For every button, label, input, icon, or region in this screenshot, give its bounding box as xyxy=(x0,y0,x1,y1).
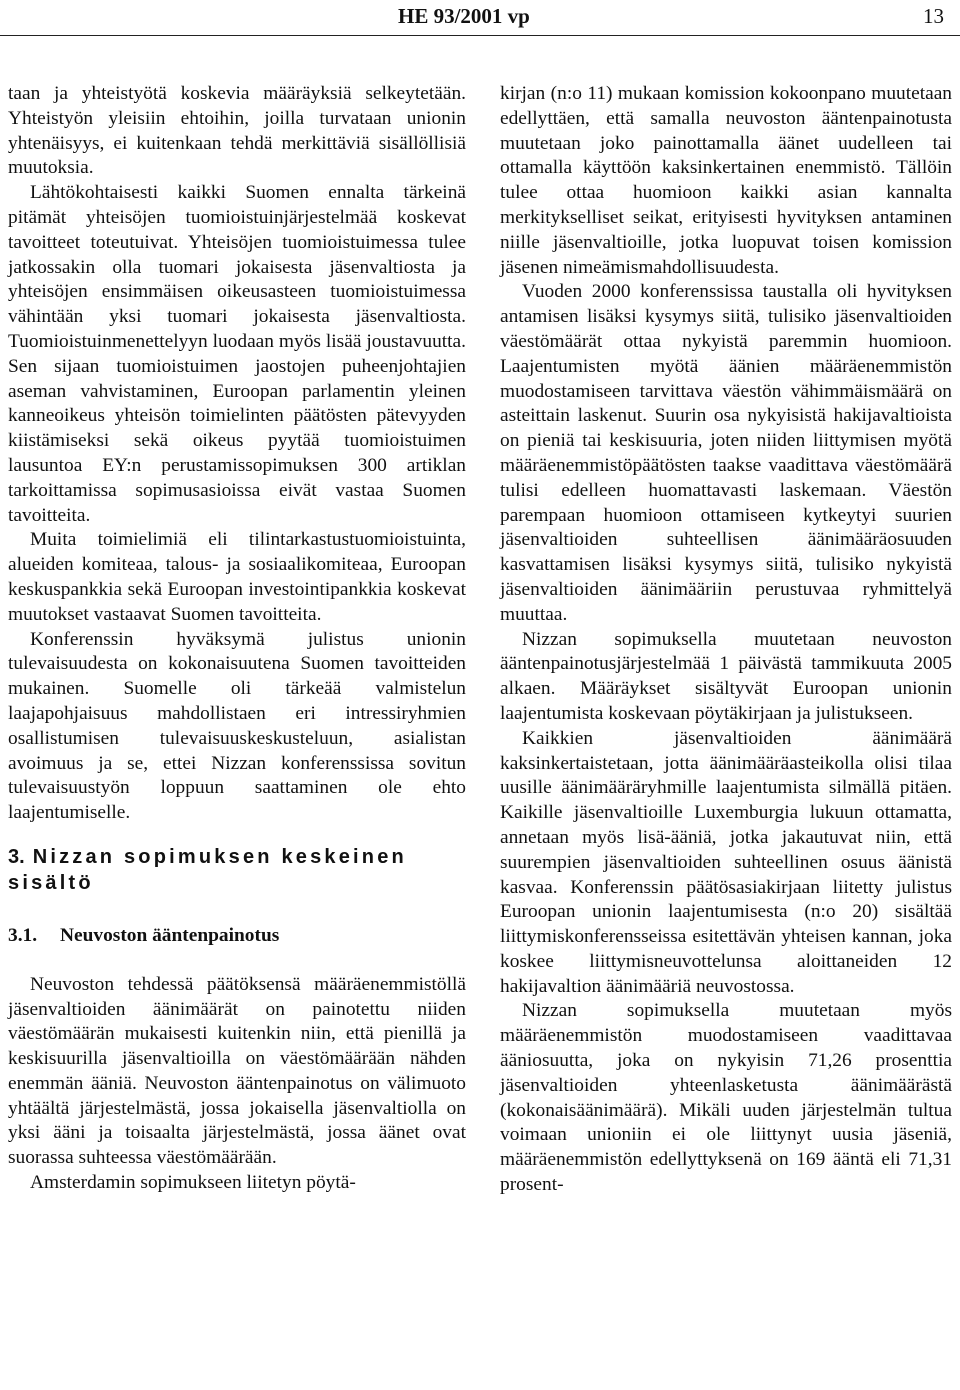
paragraph: Muita toimielimiä eli tilintarkastustuomioistuinta, alueiden komiteaa, talous- ja sosiaalikomiteaa, Euroopan keskuspankkia sekä Euroopan investointipankkia koskevat muutokset vastaavat Suomen tavoitteita. xyxy=(8,529,466,625)
paragraph: Amsterdamin sopimukseen liitetyn pöytä- xyxy=(30,1172,356,1194)
paragraph: Neuvoston tehdessä päätöksensä määräenemmistöllä jäsenvaltioiden äänimäärät on painotettu niiden väestömäärän mukaisesti kuitenkin niin, että pienillä ja keskisuurilla jäsenvaltioilla on väestömäärään nähden enemmän ääniä. Neuvoston ääntenpainotus on välimuoto yhtäältä järjestelmästä, jossa jokaisella jäsenvaltiolla on yksi ääni ja toisaalta järjestelmästä, jossa äänet ovat suorassa suhteessa väestömäärään. xyxy=(8,973,466,1169)
subsection-number: 3.1. xyxy=(8,924,38,946)
subsection-heading xyxy=(8,924,466,949)
subsection-title: Neuvoston ääntenpainotus xyxy=(60,924,280,946)
header-rule xyxy=(0,35,960,36)
paragraph: Lähtökohtaisesti kaikki Suomen ennalta tärkeinä pitämät yhteisöjen tuomioistuinjärjestelmää koskevat tavoitteet toteutuivat. Yhteisöjen tuomioistuimessa tulee jatkossakin olla tuomari jokaisesta jäsenvaltiosta ja yhteisöjen ensimmäisen oikeusasteen tuomioistuimessa vähintään yksi tuomari jokaisesta jäsenvaltiosta. Tuomioistuinmenettelyyn luodaan myös lisää joustavuutta. Sen sijaan tuomioistuimen jaostojen puheenjohtajien aseman vahvistaminen, Euroopan parlamentin yleinen kanneoikeus yhteisön toimielinten päätösten pätevyyden kiistämiseksi sekä oikeus pyytää tuomioistuimen lausuntoa EY:n perustamissopimuksen 300 artiklan tarkoittamissa sopimusasioissa eivät vastaa Suomen tavoitteita. xyxy=(8,182,466,526)
section-title: Nizzan sopimuksen keskeinen sisältö xyxy=(8,845,407,894)
right-column xyxy=(500,82,952,1198)
paragraph: taan ja yhteistyötä koskevia määräyksiä selkeytetään. Yhteistyön yleisiin ehtoihin, joilla turvataan unionin yhtenäisyys, ei kuitenkaan tehdä merkittäviä sisällöllisiä muutoksia. xyxy=(8,83,466,179)
section-number: 3. xyxy=(8,845,25,868)
paragraph: Konferenssin hyväksymä julistus unionin tulevaisuudesta on kokonaisuutena Suomen tavoitteiden mukainen. Suomelle oli tärkeää valmistelun laajapohjaisuus mahdollistaen eri intressiryhmien osallistumisen tulevaisuuskeskusteluun, asialistan avoimuus ja se, ettei Nizzan konferenssissa sovitun tulevaisuustyön loppuun saattaminen ole ehto laajentumiselle. xyxy=(8,628,466,824)
section-heading xyxy=(8,844,466,896)
document-id: HE 93/2001 vp xyxy=(398,4,530,28)
left-column xyxy=(8,82,466,1196)
paragraph: Nizzan sopimuksella muutetaan myös määräenemmistön muodostamiseen vaadittavaa ääniosuutta, joka on nykyisin 71,26 prosenttia jäsenvaltioiden yhteenlasketusta äänimäärästä (kokonaisäänimäärä). Mikäli uuden järjestelmän tultua voimaan unioniin ei ole liittynyt uusia jäseniä, määräenemmistön edellyttyksenä on 169 ääntä eli 71,31 prosent- xyxy=(500,1000,952,1196)
paragraph: kirjan (n:o 11) mukaan komission kokoonpano muutetaan edellyttäen, että samalla neuvoston ääntenpainotusta muutetaan joko painottamalla äänet uudelleen tai ottamalla käyttöön kaksinkertainen enemmistö. Tällöin tulee ottaa huomioon kaikki asian kannalta merkitykselliset seikat, erityisesti hyvityksen antaminen niille jäsenvaltioille, jotka luopuvat toisen komission jäsenen nimeämismahdollisuudesta. xyxy=(500,83,952,278)
paragraph: Vuoden 2000 konferenssissa taustalla oli hyvityksen antamisen lisäksi kysymys siitä, tulisiko jäsenvaltioiden väestömäärät ottaa nykyistä paremmin huomioon. Laajentumisten myötä äänien määräenemmistön muodostamiseen tarvittava väestön vähimmäismäärä on asteittain laskenut. Suurin osa nykyisistä hakijavaltioista on pieniä tai keskisuuria, joten niiden liittymisen myötä määräenemmistöpäätösten taakse vaadittava väestömäärä tulisi edelleen huomattavasti laskemaan. Väestön parempaan huomioon ottamiseen kytkeytyi suurien jäsenvaltioiden suhteellisen äänimääräosuuden kasvattamisen lisäksi kysymys siitä, tulisiko nykyistä jäsenvaltioiden äänimääriin perustuvaa ryhmittelyä muuttaa. xyxy=(500,281,952,625)
paragraph: Kaikkien jäsenvaltioiden äänimäärä kaksinkertaistetaan, jotta äänimääräasteikolla olisi tilaa uusille äänimääräryhmille laajentumista silmällä pitäen. Kaikille jäsenvaltioille Luxemburgia lukuun ottamatta, annetaan myös lisä-ääniä, jotka jakautuvat niin, että suurempien jäsenvaltioiden suhteellinen osuus äänistä kasvaa. Konferenssin päätösasiakirjaan liitetty julistus Euroopan unionin laajentumisesta (n:o 20) sisältää liittymiskonferensseissa esitettävän yhteisen kannan, joka koskee liittymisneuvottelunsa aloittaneiden 12 hakijavaltion äänimääriä neuvostossa. xyxy=(500,727,952,997)
page-header xyxy=(0,0,960,40)
paragraph: Nizzan sopimuksella muutetaan neuvoston ääntenpainotusjärjestelmää 1 päivästä tammikuuta 2005 alkaen. Määräykset sisältyvät Euroopan unionin laajentumista koskevaan pöytäkirjaan ja julistukseen. xyxy=(500,628,952,724)
page-number: 13 xyxy=(923,4,944,28)
